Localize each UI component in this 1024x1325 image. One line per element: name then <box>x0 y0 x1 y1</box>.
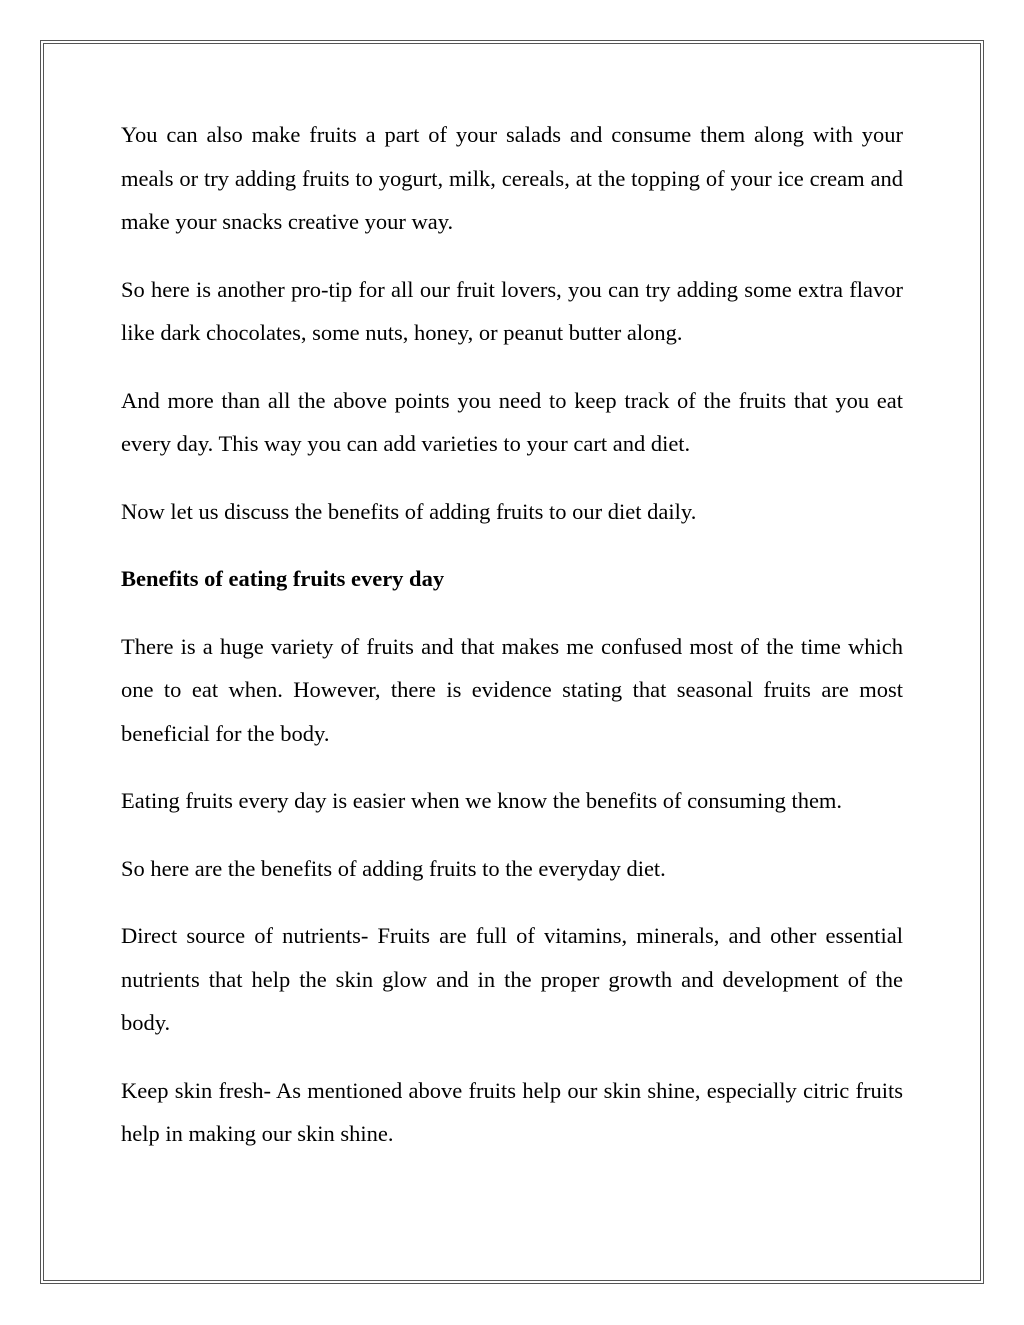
paragraph-discuss-benefits: Now let us discuss the benefits of adding fruits to our diet daily. <box>121 498 697 524</box>
paragraph-easier: Eating fruits every day is easier when we know the benefits of consuming them. <box>121 788 843 813</box>
document-body <box>121 113 903 1180</box>
section-heading: Benefits of eating fruits every day <box>121 566 445 591</box>
paragraph-fruits-in-salads: You can also make fruits a part of your salads and consume them along with your meals or try adding fruits to yogurt, milk, cereals, at the topping of your ice cream and make your snacks creative your way. <box>121 122 903 234</box>
paragraph-keep-track: And more than all the above points you need to keep track of the fruits that you eat every day. This way you can add varieties to your cart and diet. <box>121 387 903 456</box>
paragraph-pro-tip: So here is another pro-tip for all our fruit lovers, you can try adding some extra flavor like dark chocolates, some nuts, honey, or peanut butter along. <box>121 276 903 345</box>
paragraph-benefits-intro: So here are the benefits of adding fruits to the everyday diet. <box>121 855 666 881</box>
paragraph-skin-fresh: Keep skin fresh- As mentioned above fruits help our skin shine, especially citric fruits help in making our skin shine. <box>121 1077 903 1146</box>
paragraph-variety: There is a huge variety of fruits and that makes me confused most of the time which one to eat when. However, there is evidence stating that seasonal fruits are most beneficial for the body. <box>121 633 903 746</box>
paragraph-nutrients: Direct source of nutrients- Fruits are full of vitamins, minerals, and other essential nutrients that help the skin glow and in the proper growth and development of the body. <box>121 923 903 1035</box>
